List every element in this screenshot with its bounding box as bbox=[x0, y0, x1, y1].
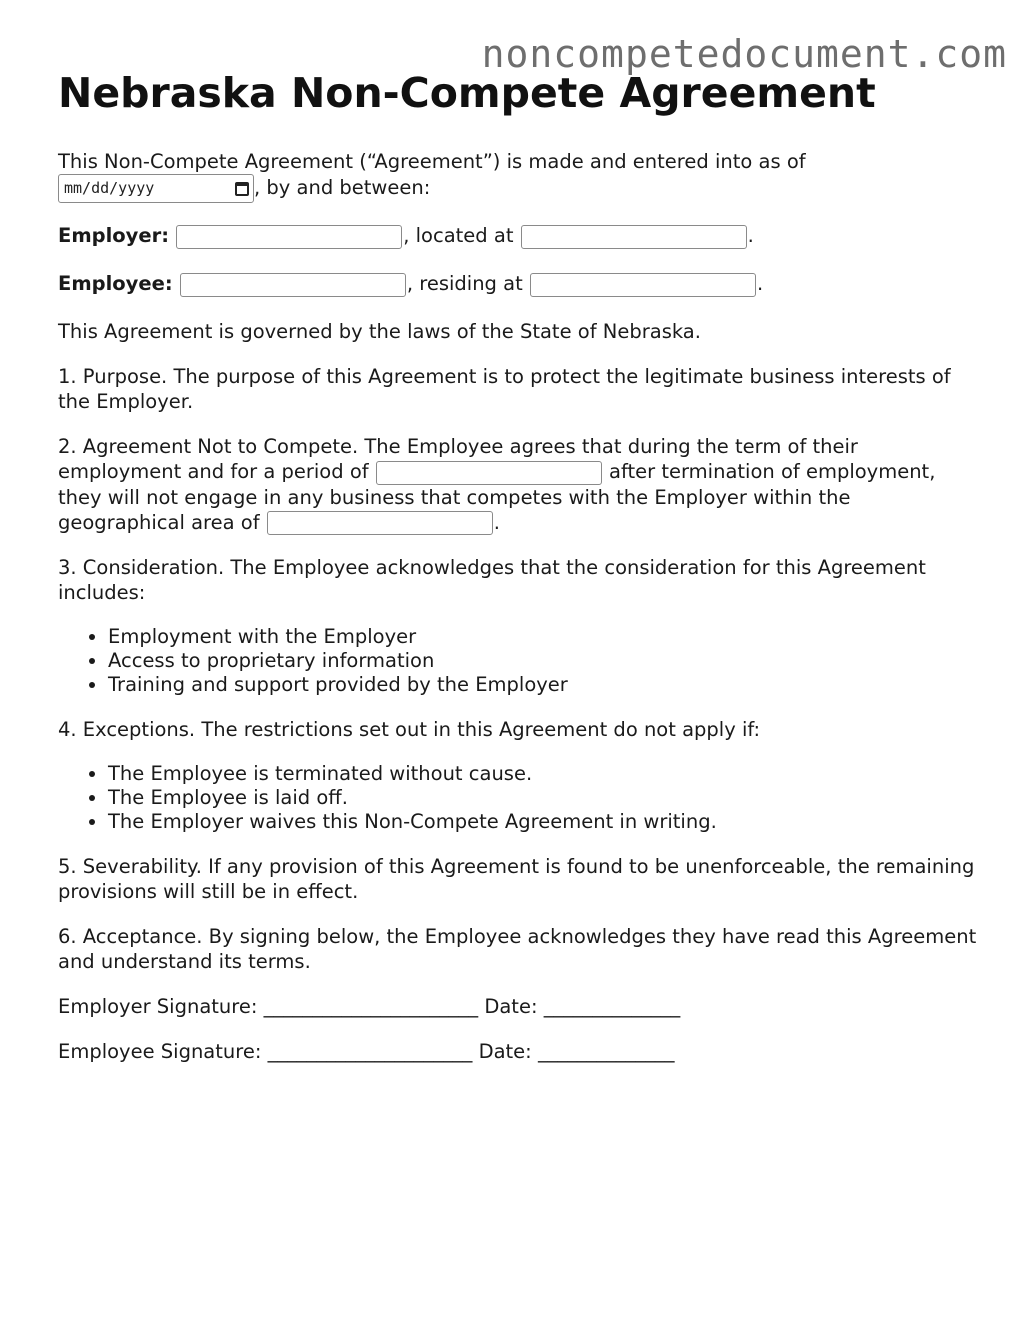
section-severability: 5. Severability. If any provision of this Agreement is found to be unenforceable, the remaining provisions will still be in effect. bbox=[58, 855, 975, 904]
list-item: • The Employee is terminated without cause. bbox=[108, 762, 978, 786]
restriction-period-input[interactable] bbox=[376, 461, 602, 485]
employer-signature-line: Employer Signature: ______________________ Date: ______________ bbox=[58, 995, 681, 1019]
page-title: Nebraska Non-Compete Agreement bbox=[58, 69, 876, 117]
list-item: • Employment with the Employer bbox=[108, 625, 978, 649]
employer-connector: , located at bbox=[403, 224, 514, 248]
list-item: • The Employer waives this Non-Compete Agreement in writing. bbox=[108, 810, 978, 834]
watermark-text: noncompetedocument.com bbox=[481, 32, 1007, 76]
date-placeholder: mm/dd/yyyy bbox=[64, 179, 155, 198]
employee-end: . bbox=[756, 272, 764, 296]
employee-signature-line: Employee Signature: _____________________ Date: ______________ bbox=[58, 1040, 675, 1064]
intro-text-after: , by and between: bbox=[254, 176, 431, 200]
list-item: • Access to proprietary information bbox=[108, 649, 978, 673]
document-body bbox=[58, 70, 978, 1084]
section2-text-2: after termination of employment, they will not engage in any business that competes with the Employer within the geographical area of bbox=[58, 460, 936, 534]
employee-line bbox=[58, 271, 978, 297]
agreement-date-input[interactable] bbox=[58, 174, 254, 203]
governing-law: This Agreement is governed by the laws of the State of Nebraska. bbox=[58, 320, 701, 344]
consideration-list bbox=[58, 625, 978, 697]
section-purpose: 1. Purpose. The purpose of this Agreement is to protect the legitimate business interests of the Employer. bbox=[58, 365, 951, 414]
section-exceptions: 4. Exceptions. The restrictions set out in this Agreement do not apply if: bbox=[58, 718, 761, 742]
employer-line bbox=[58, 223, 978, 249]
employee-label: Employee: bbox=[58, 272, 173, 296]
employee-connector: , residing at bbox=[406, 272, 523, 296]
section2-text-3: . bbox=[493, 510, 500, 534]
employer-name-input[interactable] bbox=[176, 225, 402, 249]
section-not-to-compete bbox=[58, 434, 978, 535]
calendar-icon[interactable] bbox=[235, 182, 249, 196]
employee-name-input[interactable] bbox=[180, 273, 406, 297]
section2-text-1: 2. Agreement Not to Compete. The Employee agrees that during the term of their employment and for a period of bbox=[58, 435, 858, 484]
intro-paragraph bbox=[58, 149, 978, 203]
exceptions-list bbox=[58, 762, 978, 834]
employer-end: . bbox=[747, 224, 754, 248]
employer-location-input[interactable] bbox=[521, 225, 747, 249]
section-acceptance: 6. Acceptance. By signing below, the Employee acknowledges they have read this Agreement and understand its terms. bbox=[58, 925, 977, 974]
employee-address-input[interactable] bbox=[530, 273, 756, 297]
geographic-area-input[interactable] bbox=[267, 511, 493, 535]
intro-text: This Non-Compete Agreement (“Agreement”) is made and entered into as of bbox=[58, 150, 806, 174]
list-item: • The Employee is laid off. bbox=[108, 786, 978, 810]
list-item: • Training and support provided by the Employer bbox=[108, 673, 978, 697]
employer-label: Employer: bbox=[58, 224, 170, 248]
section-consideration: 3. Consideration. The Employee acknowledges that the consideration for this Agreement includes: bbox=[58, 556, 926, 605]
